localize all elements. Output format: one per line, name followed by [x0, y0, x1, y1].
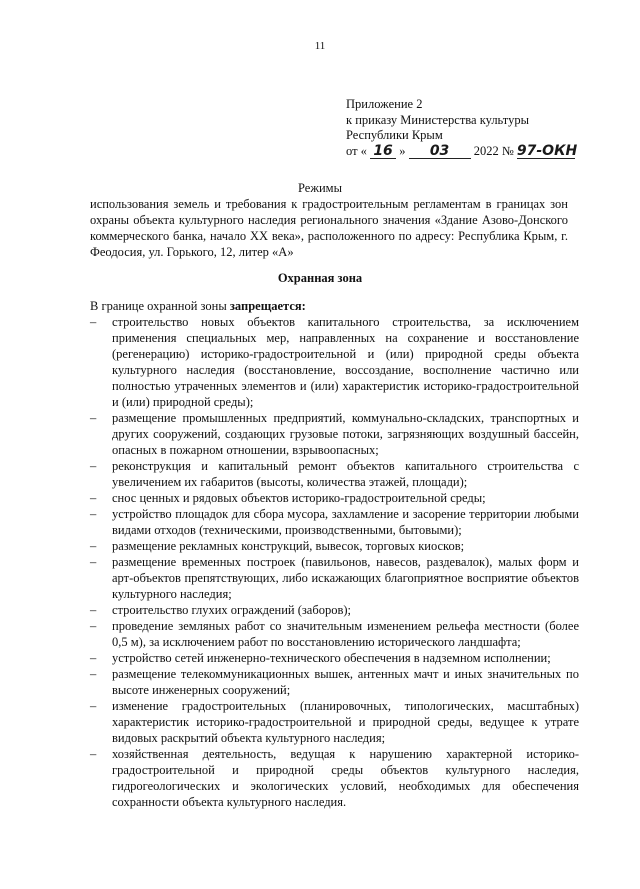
- list-item: – размещение рекламных конструкций, вывесок, торговых киосков;: [90, 538, 579, 554]
- list-item: – проведение земляных работ со значительным изменением рельефа местности (более 0,5 м), за исключением работ по восстановлению исторического ландшафта;: [90, 618, 579, 650]
- list-item: – размещение телекоммуникационных вышек, антенных мачт и иных значительных по высоте инженерных сооружений;: [90, 666, 579, 698]
- section-intro: [90, 298, 306, 314]
- document-title: Режимы: [298, 181, 342, 195]
- list-item: – размещение временных построек (павильонов, навесов, раздевалок), малых форм и арт-объектов препятствующих, либо искажающих благоприятное восприятие объектов культурного наследия;: [90, 554, 579, 602]
- date-month: 03: [409, 145, 471, 159]
- page-number: 11: [314, 40, 326, 52]
- appendix-line-3: Республики Крым: [346, 128, 443, 142]
- prohibitions-list: [90, 314, 579, 810]
- appendix-date-line: [346, 144, 596, 160]
- list-item: – устройство сетей инженерно-технического обеспечения в надземном исполнении;: [90, 650, 579, 666]
- list-item: – реконструкция и капитальный ремонт объектов капитального строительства с увеличением их габаритов (высоты, количества этажей, площади);: [90, 458, 579, 490]
- list-item: – устройство площадок для сбора мусора, захламление и засорение территории любыми видами отходов (техническими, производственными, бытовыми);: [90, 506, 579, 538]
- list-item: – размещение промышленных предприятий, коммунально-складских, транспортных и других сооружений, создающих грузовые потоки, загрязняющих воздушный бассейн, опасных в пожарном отношении, взрывоопасных;: [90, 410, 579, 458]
- list-item: – строительство глухих ограждений (заборов);: [90, 602, 579, 618]
- list-item: – хозяйственная деятельность, ведущая к нарушению характерной историко-градостроительной и природной среды объектов культурного наследия, гидрогеологических и экологических условий, необходимых для обеспечения сохранности объекта культурного наследия.: [90, 746, 579, 810]
- section-heading: Охранная зона: [277, 271, 363, 285]
- appendix-block: [346, 97, 596, 159]
- date-year: 2022 №: [473, 143, 514, 158]
- appendix-line-2: к приказу Министерства культуры: [346, 112, 529, 127]
- date-day: 16: [370, 145, 396, 159]
- intro-bold: запрещается:: [229, 299, 306, 313]
- appendix-line-1: Приложение 2: [346, 97, 423, 111]
- list-item: – изменение градостроительных (планировочных, типологических, масштабных) характеристик историко-градостроительной и природной среды, ведущее к утрате видовых раскрытий объекта культурного наследия;: [90, 698, 579, 746]
- list-item: – снос ценных и рядовых объектов историко-градостроительной среды;: [90, 490, 579, 506]
- date-prefix: от «: [346, 143, 367, 158]
- intro-text: В границе охранной зоны: [90, 299, 230, 313]
- order-number: 97-ОКН: [516, 142, 578, 159]
- document-description: использования земель и требования к градостроительным регламентам в границах зон охраны объекта культурного наследия регионального значения «Здание Азово-Донского коммерческого банка, начало XX века», расположенного по адресу: Республика Крым, г. Феодосия, ул. Горького, 12, литер «А»: [90, 197, 568, 259]
- list-item: – строительство новых объектов капитального строительства, за исключением применения специальных мер, направленных на сохранение и восстановление (регенерацию) историко-градостроительной и (или) природной среды объекта культурного наследия (восстановление, воссоздание, восполнение частично или полностью утраченных элементов и (или) характеристик историко-градостроительной и (или) природной среды);: [90, 314, 579, 410]
- date-mid: »: [399, 143, 406, 158]
